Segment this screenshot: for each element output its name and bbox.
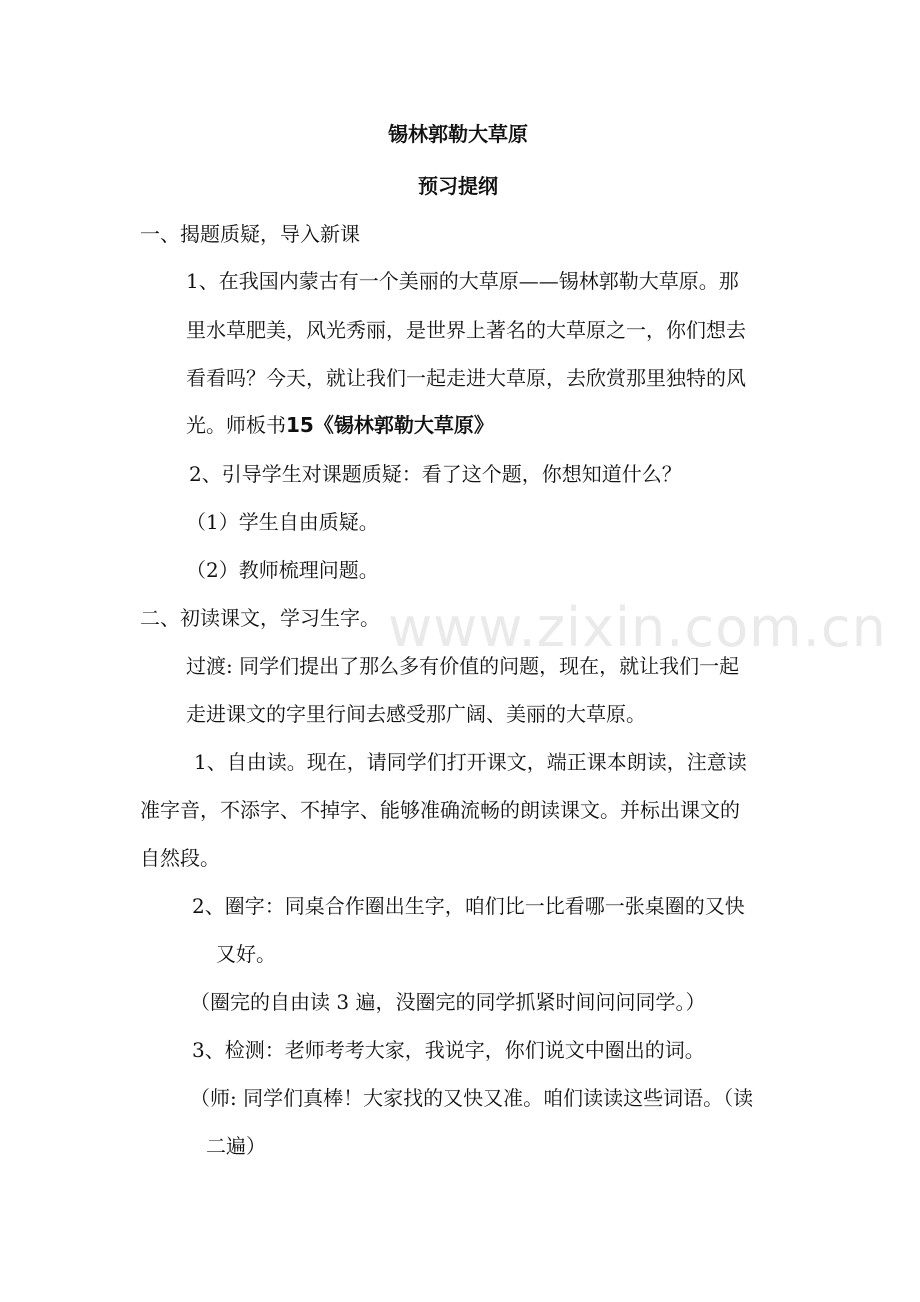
document-title: 锡林郭勒大草原 — [388, 122, 528, 146]
step3-note: （师: 同学们真棒！大家找的又快又准。咱们读读这些词语。（读 — [190, 1086, 754, 1110]
step1-line: 准字音，不添字、不掉字、能够准确流畅的朗读课文。并标出课文的 — [140, 798, 740, 822]
section2-heading: 二、初读课文，学习生字。 — [140, 606, 380, 630]
question-step: 2、引导学生对课题质疑：看了这个题，你想知道什么？ — [189, 462, 682, 486]
question-substep: （2）教师梳理问题。 — [186, 558, 379, 582]
step2-line: 2、圈字：同桌合作圈出生字，咱们比一比看哪一张桌圈的又快 — [192, 894, 745, 918]
step1-line: 1、自由读。现在，请同学们打开课文，端正课本朗读，注意读 — [194, 750, 747, 774]
section1-heading: 一、揭题质疑，导入新课 — [140, 222, 360, 246]
document-subtitle: 预习提纲 — [418, 174, 498, 198]
question-substep: （1）学生自由质疑。 — [186, 510, 379, 534]
transition-line: 过渡: 同学们提出了那么多有价值的问题，现在，就让我们一起 — [186, 654, 740, 678]
step2-line: 又好。 — [216, 942, 276, 966]
paragraph-line: 里水草肥美，风光秀丽，是世界上著名的大草原之一，你们想去 — [186, 318, 746, 342]
board-writing-title: 15《锡林郭勒大草原》 — [286, 413, 494, 437]
board-writing-prefix: 光。师板书 — [186, 413, 286, 437]
step3-note: 二遍） — [206, 1134, 266, 1158]
paragraph-line: 1、在我国内蒙古有一个美丽的大草原——锡林郭勒大草原。那 — [186, 269, 739, 293]
transition-line: 走进课文的字里行间去感受那广阔、美丽的大草原。 — [186, 702, 646, 726]
step3-line: 3、检测：老师考考大家，我说字，你们说文中圈出的词。 — [192, 1038, 705, 1062]
step1-line: 自然段。 — [140, 846, 220, 870]
paragraph-line: 看看吗？今天，就让我们一起走进大草原，去欣赏那里独特的风 — [186, 366, 746, 390]
step2-note: （圈完的自由读 3 遍，没圈完的同学抓紧时间问问同学。） — [190, 990, 706, 1014]
watermark-text: www.zixin.com.cn — [388, 596, 887, 659]
paragraph-line-with-board-title — [186, 411, 494, 439]
